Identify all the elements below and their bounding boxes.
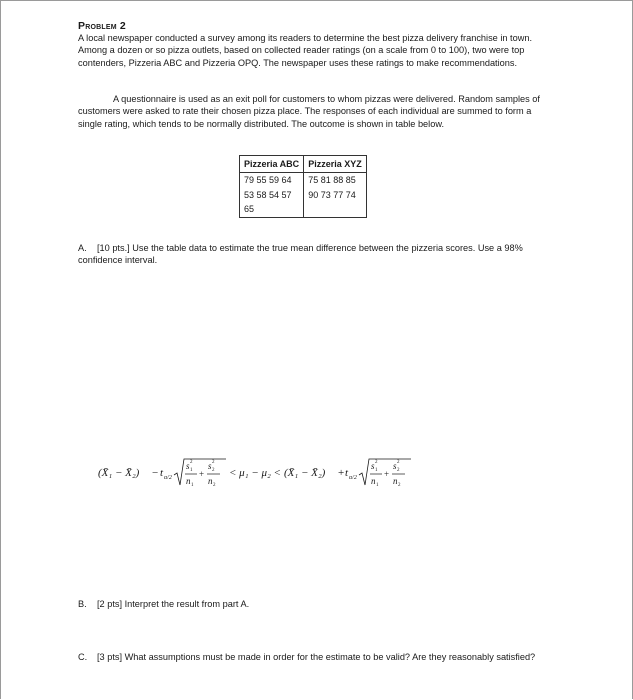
formula-s1-sub-right: 1 — [375, 468, 378, 473]
question-a — [78, 242, 556, 267]
formula-t-left: t — [160, 467, 164, 479]
formula-s1-left: s — [186, 461, 190, 471]
table-cell — [304, 202, 367, 217]
formula-plus-right: + — [384, 469, 390, 479]
formula-minus-sign: − — [152, 467, 159, 479]
formula-s1-sq-left: 2 — [190, 460, 193, 465]
formula-s2-left: s — [208, 461, 212, 471]
formula-s2-right: s — [393, 461, 397, 471]
problem-title: Problem 2 — [78, 20, 126, 32]
header-pizzeria-abc: Pizzeria ABC — [240, 156, 304, 173]
table-row — [240, 173, 367, 188]
formula-s1-sub-left: 1 — [190, 468, 193, 473]
formula-lhs-mean: (X̄₁ − X̄₂) — [98, 467, 140, 479]
formula-plus-sign: + — [338, 467, 345, 479]
formula-n2-right: n — [393, 476, 398, 486]
question-c-text: [3 pts] What assumptions must be made in order for the estimate to be valid? Are they reasonably satisfied? — [97, 652, 536, 662]
question-a-label: A. — [78, 243, 87, 253]
formula-plus-left: + — [199, 469, 205, 479]
question-b — [78, 598, 556, 610]
formula-n1-sub-right: 1 — [376, 483, 379, 488]
table-row — [240, 202, 367, 217]
formula-n1-sub-left: 1 — [191, 483, 194, 488]
table-cell: 53 58 54 57 — [240, 188, 304, 202]
formula-s1-sq-right: 2 — [375, 460, 378, 465]
header-pizzeria-xyz: Pizzeria XYZ — [304, 156, 367, 173]
formula-n2-left: n — [208, 476, 213, 486]
formula-s2-sq-right: 2 — [397, 460, 400, 465]
formula-n2-sub-left: 2 — [213, 483, 216, 488]
table-cell: 65 — [240, 202, 304, 217]
formula-t-right: t — [345, 467, 349, 479]
method-paragraph: A questionnaire is used as an exit poll for customers to whom pizzas were delivered. Random samples of customers were asked to rate their chosen pizza place. The responses of each individual are summed to form a single rating, which tends to be normally distributed. The outcome is shown in table below. — [78, 94, 540, 129]
question-c — [78, 651, 556, 663]
formula-s2-sub-left: 2 — [212, 468, 215, 473]
formula-t-sub-right: α/2 — [349, 475, 357, 481]
table-cell: 79 55 59 64 — [240, 173, 304, 188]
formula-n1-left: n — [186, 476, 191, 486]
formula-t-sub-left: α/2 — [164, 475, 172, 481]
confidence-interval-formula — [98, 453, 418, 499]
table-cell: 75 81 88 85 — [304, 173, 367, 188]
table-row — [240, 188, 367, 202]
ratings-table — [239, 155, 367, 218]
formula-n1-right: n — [371, 476, 376, 486]
formula-s2-sub-right: 2 — [397, 468, 400, 473]
formula-s1-right: s — [371, 461, 375, 471]
question-c-label: C. — [78, 652, 88, 662]
table-cell: 90 73 77 74 — [304, 188, 367, 202]
question-b-text: [2 pts] Interpret the result from part A. — [97, 599, 250, 609]
formula-rhs-mean: (X̄₁ − X̄₂) — [284, 467, 326, 479]
formula-middle: < μ₁ − μ₂ < — [229, 467, 281, 479]
question-a-text: [10 pts.] Use the table data to estimate the true mean difference between the pizzeria scores. Use a 98% confidence interval. — [78, 243, 523, 266]
intro-paragraph: A local newspaper conducted a survey among its readers to determine the best pizza delivery franchise in town. Among a dozen or so pizza outlets, based on collected reader ratings (on a scale from 0 to 100), two were top contenders, Pizzeria ABC and Pizzeria OPQ. The newspaper uses these ratings to make recommendations. — [78, 33, 533, 68]
formula-n2-sub-right: 2 — [398, 483, 401, 488]
formula-s2-sq-left: 2 — [212, 460, 215, 465]
question-b-label: B. — [78, 599, 87, 609]
